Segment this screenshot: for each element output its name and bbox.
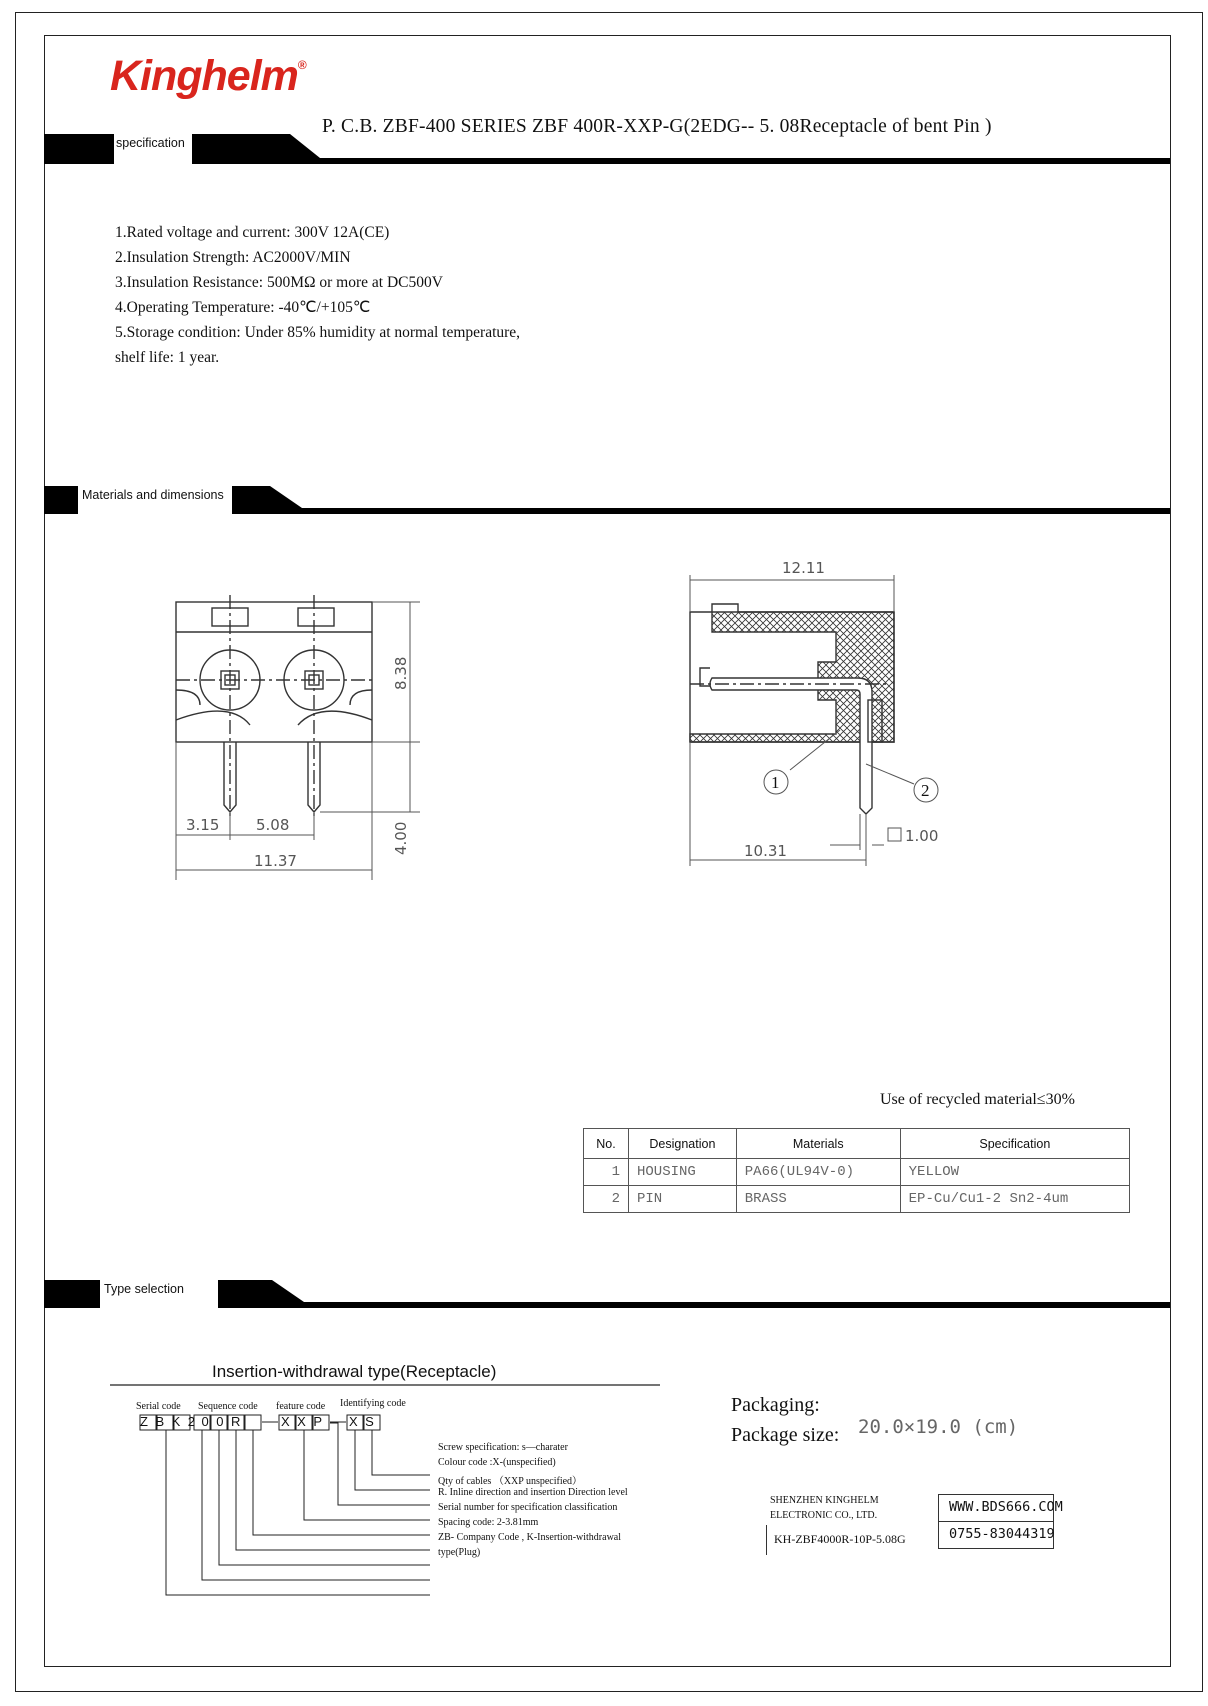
code-characters-2: XXP [281,1414,330,1429]
recycled-note: Use of recycled material≤30% [880,1091,1075,1108]
col-designation: Designation [629,1129,737,1159]
note-line: Spacing code: 2-3.81mm [438,1517,539,1528]
document-title: P. C.B. ZBF-400 SERIES ZBF 400R-XXP-G(2EDG-- 5. 08Receptacle of bent Pin ) [322,116,992,137]
spec-item: 1.Rated voltage and current: 300V 12A(CE) [115,224,390,241]
type-heading: Insertion-withdrawal type(Receptacle) [212,1362,497,1381]
dim-3-15: 3.15 [186,816,220,834]
table-row: 2 PIN BRASS EP-Cu/Cu1-2 Sn2-4um [584,1186,1130,1213]
section-materials-label: Materials and dimensions [82,488,224,502]
dim-1-00: 1.00 [905,827,939,845]
label-feature-code: feature code [276,1401,326,1412]
dim-10-31: 10.31 [744,842,787,860]
label-identifying-code: Identifying code [340,1398,406,1409]
packaging-label: Packaging: [731,1394,820,1416]
note-line: ZB- Company Code , K-Insertion-withdrawal [438,1532,622,1543]
spec-item: shelf life: 1 year. [115,349,220,366]
dim-11-37: 11.37 [254,852,297,870]
package-size-value: 20.0×19.0 (cm) [858,1416,1019,1438]
callout-1: 1 [771,773,780,792]
spec-item: 2.Insulation Strength: AC2000V/MIN [115,249,351,266]
dim-8-38: 8.38 [392,656,410,690]
note-line: Serial number for specification classification [438,1502,618,1513]
spec-item: 4.Operating Temperature: -40℃/+105℃ [115,299,371,316]
col-specification: Specification [900,1129,1129,1159]
dim-12-11: 12.11 [782,559,825,577]
col-materials: Materials [736,1129,900,1159]
dim-4-00: 4.00 [392,821,410,855]
callout-2: 2 [921,781,930,800]
part-number: KH-ZBF4000R-10P-5.08G [774,1532,906,1546]
note-line: R. Inline direction and insertion Direction level [438,1487,628,1498]
code-characters: ZBK200R [140,1414,248,1429]
note-line: type(Plug) [438,1547,481,1558]
package-size-label: Package size: [731,1424,840,1446]
spec-item: 5.Storage condition: Under 85% humidity at normal temperature, [115,324,521,341]
col-no: No. [584,1129,629,1159]
kinghelm-logo: Kinghelm® [110,52,306,100]
spec-item: 3.Insulation Resistance: 500MΩ or more at DC500V [115,274,443,291]
contact-box [938,1494,1063,1549]
dim-5-08: 5.08 [256,816,290,834]
phone-number: 0755-83044319 [949,1526,1055,1542]
note-line: Screw specification: s—charater [438,1442,568,1453]
section-type-label: Type selection [104,1282,184,1296]
label-sequence-code: Sequence code [198,1401,258,1412]
note-line: Qty of cables （XXP unspecified） [438,1476,583,1487]
table-row: 1 HOUSING PA66(UL94V-0) YELLOW [584,1159,1130,1186]
note-line: Colour code :X-(unspecified) [438,1457,556,1468]
section-specification-label: specification [116,136,185,150]
company-line1: SHENZHEN KINGHELM [770,1495,879,1506]
website-link[interactable]: WWW.BDS666.COM [949,1499,1063,1515]
company-line2: ELECTRONIC CO., LTD. [770,1510,878,1521]
code-characters-3: XS [349,1414,382,1429]
label-serial-code: Serial code [136,1401,181,1412]
company-divider [766,1525,767,1555]
